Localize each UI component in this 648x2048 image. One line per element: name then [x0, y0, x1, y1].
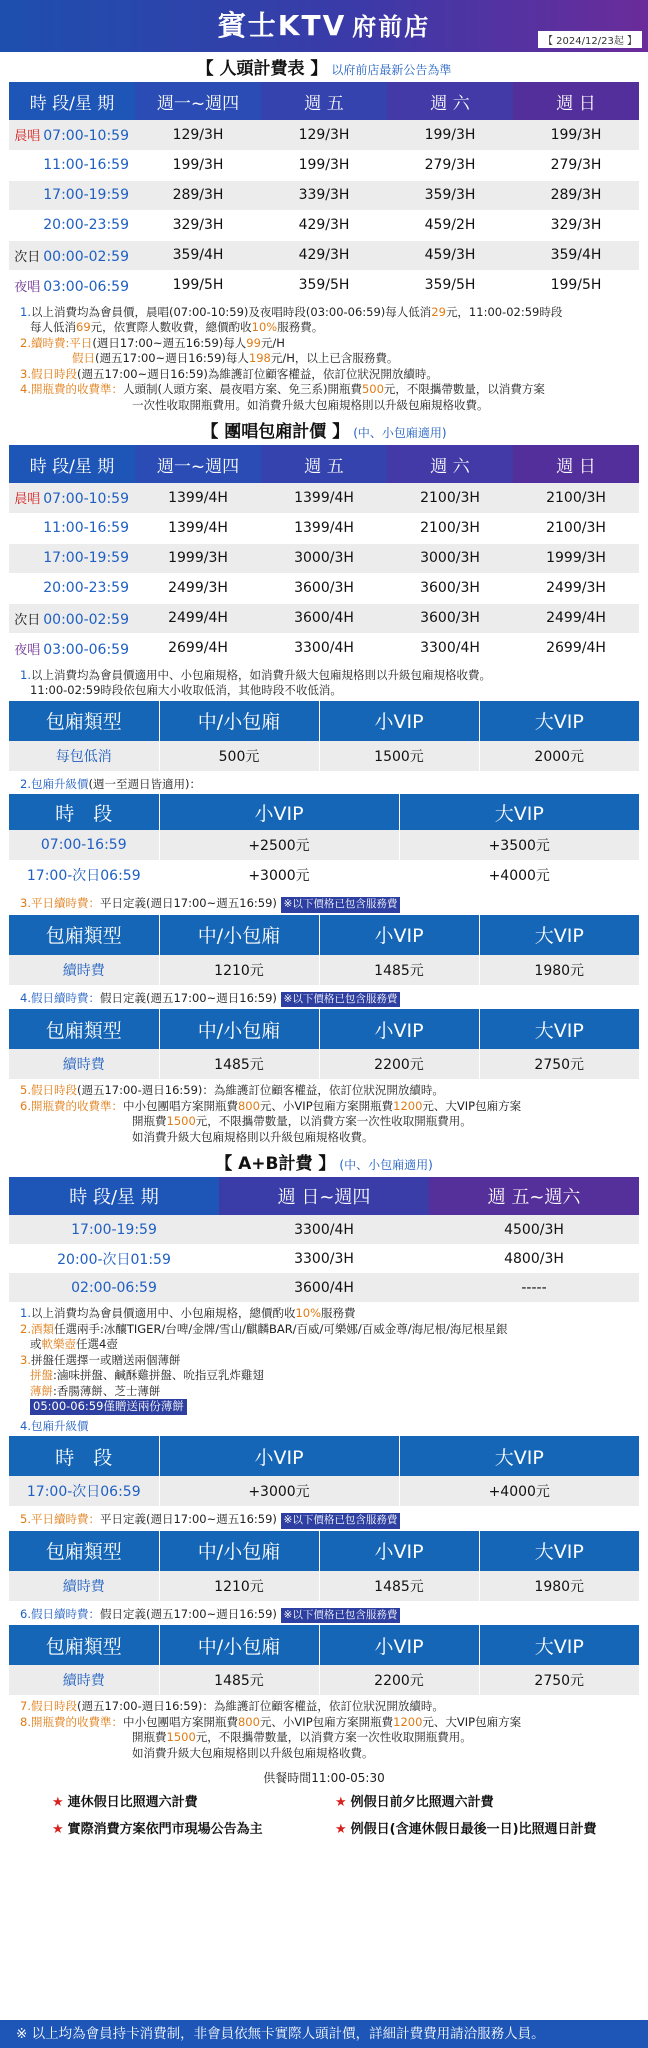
table-row	[9, 210, 639, 240]
price-cell: 4500/3H	[429, 1215, 639, 1244]
price-cell: 2000元	[479, 741, 639, 771]
person-title: 【 人頭計費表 】	[196, 59, 328, 79]
time-range: 20:00-23:59	[43, 580, 129, 596]
person-notes	[0, 301, 648, 416]
column-header: 大VIP	[479, 915, 639, 955]
note-line: 7.假日時段(週五17:00-週日16:59)：為維護訂位顧客權益，依訂位狀況開放續時。	[20, 1699, 444, 1713]
group-title: 【 團唱包廂計價 】	[201, 422, 350, 442]
column-header: 小VIP	[159, 1436, 399, 1476]
price-cell: 3600/4H	[261, 603, 387, 633]
price-cell: 2699/4H	[513, 633, 639, 663]
time-range: 00:00-02:59	[43, 248, 129, 265]
column-header: 時 段/星 期	[9, 445, 135, 483]
note-line: 假日(週五17:00~週日16:59)每人198元/H，以上已含服務費。	[72, 351, 399, 365]
note-line: 2.續時費:平日(週日17:00~週五16:59)每人99元/H	[20, 335, 285, 350]
price-cell: 199/3H	[135, 150, 261, 180]
price-cell: +3000元	[159, 1476, 399, 1506]
time-range: 17:00-19:59	[43, 550, 129, 566]
price-cell: 3300/4H	[219, 1215, 429, 1244]
price-cell: 1980元	[479, 955, 639, 985]
price-cell: 359/4H	[513, 240, 639, 270]
price-cell: 1485元	[319, 1571, 479, 1601]
price-cell: +2500元	[159, 830, 399, 860]
price-cell: 359/5H	[261, 270, 387, 300]
price-cell: 1399/4H	[261, 513, 387, 543]
table-row	[9, 483, 639, 513]
price-cell: 1999/3H	[135, 543, 261, 573]
ab-section-title	[0, 1151, 648, 1177]
note-line: 或軟樂壺任選4壺	[30, 1337, 118, 1351]
price-cell: 2499/3H	[513, 573, 639, 603]
note-line: 6.開瓶費的收費準：中小包團唱方案開瓶費800元、小VIP包廂方案開瓶費1200元、大VIP包廂方案	[20, 1098, 522, 1113]
ab-weekday-table	[9, 1531, 639, 1601]
column-header: 中/小包廂	[159, 915, 319, 955]
column-header: 時 段/星 期	[9, 1177, 219, 1215]
price-cell: 2699/4H	[135, 633, 261, 663]
price-cell: 359/5H	[387, 270, 513, 300]
price-cell: 459/3H	[387, 240, 513, 270]
column-header: 包廂類型	[9, 1625, 159, 1665]
person-section-title	[0, 56, 648, 82]
price-cell: 續時費	[9, 955, 159, 985]
price-cell: 199/3H	[387, 120, 513, 150]
table-row	[9, 180, 639, 210]
price-cell: 2499/3H	[135, 573, 261, 603]
group-rate-table	[9, 445, 639, 664]
time-slot-cell	[9, 513, 135, 543]
column-header: 小VIP	[319, 1009, 479, 1049]
time-prefix: 次日	[14, 249, 41, 265]
price-cell: 17:00-次日06:59	[9, 860, 159, 890]
column-header: 包廂類型	[9, 1009, 159, 1049]
price-cell: 2100/3H	[513, 483, 639, 513]
price-cell: 3600/3H	[261, 573, 387, 603]
price-cell: +4000元	[399, 860, 639, 890]
note-line: 如消費升級大包廂規格則以升級包廂規格收費。	[132, 1745, 374, 1760]
price-cell: 3300/3H	[294, 1250, 354, 1267]
column-header: 週 五	[261, 445, 387, 483]
note-line	[20, 1399, 636, 1415]
price-cell: 429/3H	[261, 240, 387, 270]
price-cell: 1210元	[159, 1571, 319, 1601]
time-range: 07:00-10:59	[43, 491, 129, 508]
branch-name: 府前店	[352, 13, 431, 41]
price-cell: 2100/3H	[513, 513, 639, 543]
table-row	[9, 633, 639, 663]
group-holiday-table	[9, 1009, 639, 1079]
column-header: 小VIP	[319, 1531, 479, 1571]
header-banner	[0, 0, 648, 52]
note-line: 拼盤:滷味拼盤、鹹酥雞拼盤、吮指豆乳炸雞翅	[30, 1368, 264, 1382]
star-icon: ★	[335, 1822, 347, 1837]
price-cell: 1999/3H	[513, 543, 639, 573]
note-line: 薄餅:香腸薄餅、芝士薄餅	[30, 1383, 161, 1398]
group-notes	[0, 664, 648, 701]
person-note: 以府前店最新公告為準	[331, 63, 452, 77]
column-header: 時 段	[9, 794, 159, 830]
table-row	[9, 543, 639, 573]
time-slot-cell	[9, 240, 135, 270]
time-prefix: 夜唱	[14, 642, 41, 658]
column-header: 大VIP	[479, 701, 639, 741]
time-range: 03:00-06:59	[43, 641, 129, 658]
group-section-title	[0, 419, 648, 445]
price-cell: 500元	[159, 741, 319, 771]
column-header: 大VIP	[479, 1009, 639, 1049]
table-row	[9, 1273, 639, 1302]
time-range: 11:00-16:59	[43, 520, 129, 536]
note-line: 開瓶費1500元，不限攜帶數量，以消費方案一次性收取開瓶費用。	[132, 1730, 472, 1744]
price-cell: +4000元	[399, 1476, 639, 1506]
price-cell: 329/3H	[135, 210, 261, 240]
note-line: 11:00-02:59時段依包廂大小收取低消，其他時段不收低消。	[30, 683, 342, 697]
star-notes	[0, 1785, 648, 1837]
column-header: 中/小包廂	[159, 1009, 319, 1049]
star-note: ★ 連休假日比照週六計費	[52, 1795, 198, 1810]
price-cell: -----	[429, 1273, 639, 1302]
column-header: 時 段	[9, 1436, 159, 1476]
price-cell: 2100/3H	[387, 483, 513, 513]
price-cell: 199/3H	[513, 120, 639, 150]
price-cell: 1485元	[159, 1665, 319, 1695]
price-cell: 1399/4H	[135, 513, 261, 543]
star-note: ★ 實際消費方案依門市現場公告為主	[52, 1822, 263, 1837]
table-row	[9, 270, 639, 300]
price-cell: 02:00-06:59	[9, 1273, 219, 1302]
column-header: 小VIP	[159, 794, 399, 830]
time-slot-cell	[9, 150, 135, 180]
column-header: 小VIP	[319, 915, 479, 955]
ab-notes-2	[0, 1695, 648, 1763]
time-slot-cell	[9, 633, 135, 663]
ab-weekday-title: 5.平日續時費：平日定義(週日17:00~週五16:59) ※以下價格已包含服務費	[0, 1506, 648, 1531]
note-line: 2.酒類任選兩手:冰釀TIGER/台啤/金牌/雪山/麒麟BAR/百威/可樂娜/百威金尊/海尼根/海尼根星銀	[20, 1321, 508, 1336]
ab-holiday-title: 6.假日續時費：假日定義(週五17:00~週日16:59) ※以下價格已包含服務費	[0, 1601, 648, 1626]
column-header: 小VIP	[319, 1625, 479, 1665]
column-header: 小VIP	[319, 701, 479, 741]
ab-holiday-table	[9, 1625, 639, 1695]
price-cell: 1210元	[159, 955, 319, 985]
time-range: 07:00-10:59	[43, 128, 129, 145]
note-line: 1.以上消費均為會員價，晨唱(07:00-10:59)及夜唱時段(03:00-06:59)每人低消29元，11:00-02:59時段	[20, 304, 563, 319]
column-header: 中/小包廂	[159, 701, 319, 741]
time-range: 11:00-16:59	[43, 157, 129, 173]
price-cell: 4800/3H	[504, 1250, 564, 1267]
price-cell: 07:00-16:59	[9, 830, 159, 860]
column-header: 週一~週四	[135, 445, 261, 483]
table-row	[9, 150, 639, 180]
price-cell: 359/3H	[387, 180, 513, 210]
column-header: 時 段/星 期	[9, 82, 135, 120]
table-row	[9, 573, 639, 603]
column-header: 週 五~週六	[429, 1177, 639, 1215]
time-prefix: 晨唱	[14, 492, 41, 508]
price-cell: 1500元	[319, 741, 479, 771]
price-cell: 199/3H	[261, 150, 387, 180]
time-prefix: 晨唱	[14, 129, 41, 145]
column-header: 週 日	[513, 445, 639, 483]
time-range: 00:00-02:59	[43, 611, 129, 628]
note-line: 1.以上消費均為會員價適用中、小包廂規格，如消費升級大包廂規格則以升級包廂規格收費。	[20, 667, 491, 682]
price-cell: 359/4H	[135, 240, 261, 270]
note-line: 8.開瓶費的收費準：中小包團唱方案開瓶費800元、小VIP包廂方案開瓶費1200元、大VIP包廂方案	[20, 1714, 522, 1729]
time-slot-cell	[9, 543, 135, 573]
ab-title: 【 A+B計費 】	[215, 1154, 336, 1174]
note-line: 如消費升級大包廂規格則以升級包廂規格收費。	[132, 1129, 374, 1144]
table-row	[9, 830, 639, 860]
price-cell: 129/3H	[261, 120, 387, 150]
price-cell: 279/3H	[387, 150, 513, 180]
price-cell: 1485元	[319, 955, 479, 985]
price-cell: 1399/4H	[261, 483, 387, 513]
price-cell: 2499/4H	[513, 603, 639, 633]
price-cell: 17:00-19:59	[9, 1215, 219, 1244]
star-icon: ★	[52, 1822, 64, 1837]
star-note: ★ 例假日(含連休假日最後一日)比照週日計費	[335, 1822, 597, 1837]
price-cell: 2750元	[479, 1665, 639, 1695]
price-cell: 3300/4H	[261, 633, 387, 663]
price-cell: 329/3H	[513, 210, 639, 240]
group-weekday-table	[9, 915, 639, 985]
column-header: 大VIP	[479, 1531, 639, 1571]
price-cell: 續時費	[9, 1665, 159, 1695]
price-cell: 459/2H	[387, 210, 513, 240]
price-cell: 339/3H	[261, 180, 387, 210]
footer-banner: ※ 以上均為會員持卡消費制，非會員依無卡實際人頭計價，詳細計費費用請洽服務人員。	[0, 2020, 648, 2048]
time-slot-cell	[9, 270, 135, 300]
price-cell: 3600/3H	[387, 573, 513, 603]
time-slot-cell	[9, 180, 135, 210]
brand-name: 賓士KTV	[217, 9, 347, 42]
ab-notes	[0, 1302, 648, 1417]
table-row	[9, 1215, 639, 1244]
column-header: 週 日	[513, 82, 639, 120]
price-cell: 3000/3H	[387, 543, 513, 573]
price-cell: 3600/3H	[387, 603, 513, 633]
price-cell: 289/3H	[135, 180, 261, 210]
note-line: 每人低消69元，依實際人數收費，總價酌收10%服務費。	[30, 320, 324, 334]
group-holiday-title: 4.假日續時費：假日定義(週五17:00~週日16:59) ※以下價格已包含服務費	[0, 985, 648, 1010]
price-cell: 3000/3H	[261, 543, 387, 573]
time-slot-cell	[9, 210, 135, 240]
table-row	[9, 860, 639, 890]
price-cell: 129/3H	[135, 120, 261, 150]
time-prefix: 次日	[14, 612, 41, 628]
price-cell: 每包低消	[9, 741, 159, 771]
effective-date: 【 2024/12/23起 】	[538, 31, 642, 48]
price-cell: 2499/4H	[135, 603, 261, 633]
time-slot-cell	[9, 483, 135, 513]
column-header: 週 六	[387, 82, 513, 120]
room-minimum-table	[9, 701, 639, 771]
price-cell: 續時費	[9, 1049, 159, 1079]
column-header: 大VIP	[479, 1625, 639, 1665]
note-line: 5.假日時段(週五17:00-週日16:59)：為維護訂位顧客權益，依訂位狀況開放續時。	[20, 1083, 444, 1097]
column-header: 週 日~週四	[219, 1177, 429, 1215]
price-cell: 1980元	[479, 1571, 639, 1601]
column-header: 大VIP	[399, 794, 639, 830]
column-header: 週一~週四	[135, 82, 261, 120]
star-icon: ★	[52, 1795, 64, 1810]
time-prefix: 夜唱	[14, 279, 41, 295]
column-header: 包廂類型	[9, 1531, 159, 1571]
price-cell: 199/5H	[135, 270, 261, 300]
service-fee-badge: ※以下價格已包含服務費	[281, 897, 401, 913]
note-line: 一次性收取開瓶費用。如消費升級大包廂規格則以升級包廂規格收費。	[132, 397, 489, 412]
price-cell: 2200元	[319, 1049, 479, 1079]
star-note: ★ 例假日前夕比照週六計費	[335, 1795, 494, 1810]
table-row	[9, 120, 639, 150]
price-cell: +3000元	[159, 860, 399, 890]
price-cell: +3500元	[399, 830, 639, 860]
price-cell: 3300/4H	[387, 633, 513, 663]
food-service-hours: 供餐時間11:00-05:30	[263, 1771, 385, 1785]
column-header: 包廂類型	[9, 915, 159, 955]
service-fee-badge: ※以下價格已包含服務費	[281, 1608, 401, 1624]
ab-rate-table	[9, 1177, 639, 1302]
service-fee-badge: ※以下價格已包含服務費	[281, 1513, 401, 1529]
price-cell: 199/5H	[513, 270, 639, 300]
note-line: 1.以上消費均為會員價適用中、小包廂規格，總價酌收10%服務費	[20, 1306, 356, 1320]
column-header: 週 六	[387, 445, 513, 483]
price-cell: 1399/4H	[135, 483, 261, 513]
price-cell: 289/3H	[513, 180, 639, 210]
group-upgrade-title: 2.包廂升級價(週一至週日皆適用)：	[20, 776, 201, 791]
time-slot-cell	[9, 573, 135, 603]
ab-upgrade-table	[9, 1436, 639, 1506]
group-note: (中、小包廂適用)	[353, 426, 447, 440]
table-row	[9, 603, 639, 633]
price-cell: 2750元	[479, 1049, 639, 1079]
time-range: 17:00-19:59	[43, 187, 129, 203]
price-cell: 2100/3H	[387, 513, 513, 543]
group-upgrade-table	[9, 794, 639, 890]
star-icon: ★	[335, 1795, 347, 1810]
group-notes-2	[0, 1079, 648, 1147]
column-header: 包廂類型	[9, 701, 159, 741]
note-line: 3.拼盤任選擇一或贈送兩個薄餅	[20, 1352, 181, 1367]
column-header: 中/小包廂	[159, 1531, 319, 1571]
service-fee-badge: ※以下價格已包含服務費	[281, 992, 401, 1008]
column-header: 中/小包廂	[159, 1625, 319, 1665]
table-row	[9, 240, 639, 270]
note-line: 3.假日時段(週五17:00~週日16:59)為維護訂位顧客權益，依訂位狀況開放續時。	[20, 366, 438, 381]
time-slot-cell	[9, 120, 135, 150]
price-cell: 279/3H	[513, 150, 639, 180]
column-header: 大VIP	[399, 1436, 639, 1476]
price-cell: 續時費	[9, 1571, 159, 1601]
price-cell: 429/3H	[261, 210, 387, 240]
time-slot-cell	[9, 603, 135, 633]
price-cell: 17:00-次日06:59	[9, 1476, 159, 1506]
person-rate-table	[9, 82, 639, 301]
price-cell: 1485元	[159, 1049, 319, 1079]
ab-upgrade-title: 4.包廂升級價	[20, 1418, 89, 1433]
time-range: 03:00-06:59	[43, 278, 129, 295]
column-header: 週 五	[261, 82, 387, 120]
note-line: 4.開瓶費的收費準：人頭制(人頭方案、晨夜唱方案、免三系)開瓶費500元，不限攜帶數量，以消費方案	[20, 382, 545, 396]
time-range: 20:00-23:59	[43, 217, 129, 233]
ab-note: (中、小包廂適用)	[339, 1158, 433, 1172]
table-row	[9, 1244, 639, 1273]
group-weekday-title: 3.平日續時費：平日定義(週日17:00~週五16:59) ※以下價格已包含服務費	[0, 890, 648, 915]
note-line: 開瓶費1500元，不限攜帶數量，以消費方案一次性收取開瓶費用。	[132, 1114, 472, 1128]
price-cell: 2200元	[319, 1665, 479, 1695]
price-cell: 20:00-次日01:59	[57, 1251, 171, 1268]
pancake-only-badge: 05:00-06:59僅贈送兩份薄餅	[30, 1399, 187, 1415]
price-cell: 3600/4H	[219, 1273, 429, 1302]
table-row	[9, 513, 639, 543]
